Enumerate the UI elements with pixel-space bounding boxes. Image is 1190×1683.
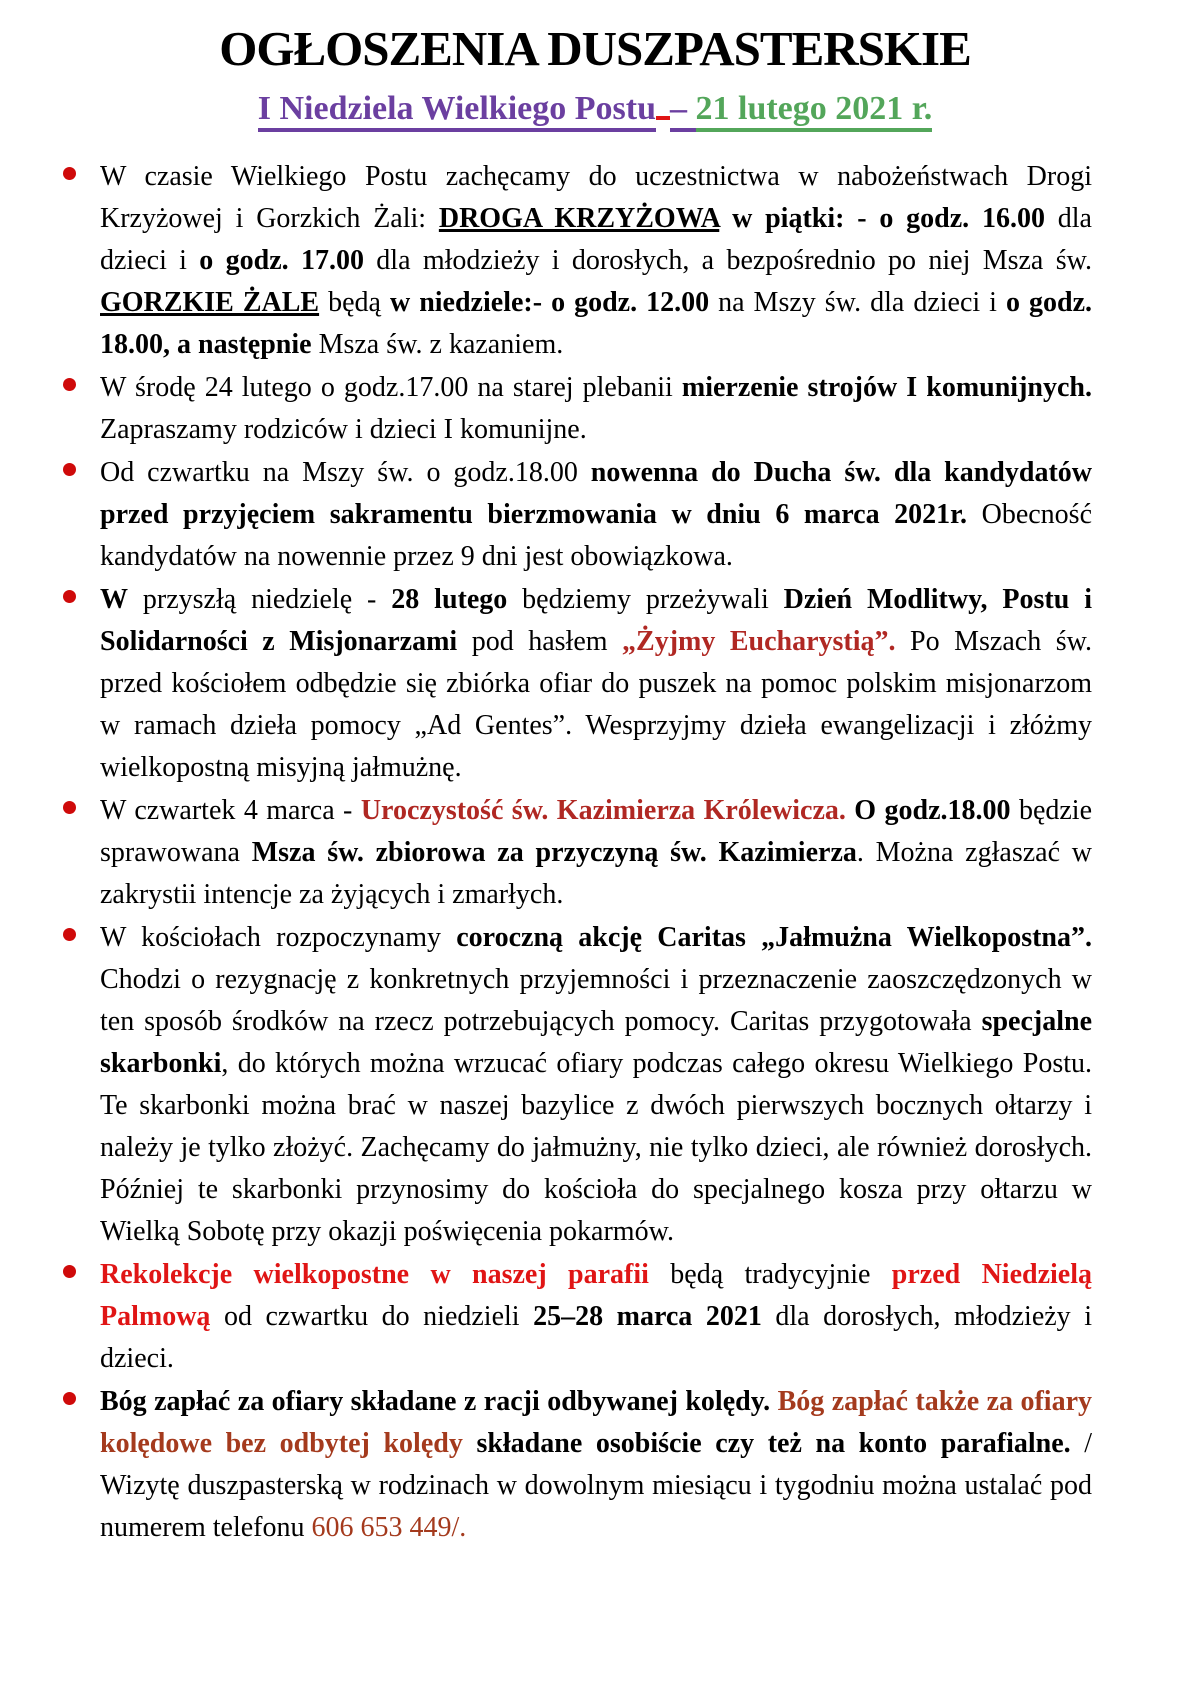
bullet-icon [63,590,76,603]
announcement-text-segment: Msza św. z kazaniem. [311,328,564,360]
announcement-text-segment: 25–28 marca 2021 [533,1300,762,1332]
announcement-text-segment: DROGA KRZYŻOWA [438,202,720,234]
announcement-text-segment: o godz. 18.00, a następnie [100,286,1092,360]
announcement-text-segment: Dzień Modlitwy, Postu i Solidarności z Misjonarzami [100,583,1093,657]
red-underline-mark [656,82,670,120]
announcement-item [100,367,1092,451]
announcement-text-segment [770,1386,777,1417]
page-subtitle [0,82,1190,130]
announcement-text-segment: w niedziele:- o godz. 12.00 [389,286,710,318]
announcement-text-segment [463,1428,477,1459]
subtitle-dash: – [670,90,696,132]
bullet-icon [63,463,76,476]
announcement-text-segment: specjalne skarbonki [100,1005,1092,1079]
announcement-item [100,917,1092,1253]
announcement-text-segment: o godz. 17.00 [199,244,364,276]
announcement-list [100,156,1092,1549]
bullet-icon [63,1265,76,1278]
announcement-text-segment: Rekolekcje wielkopostne w naszej parafii [100,1258,649,1290]
announcement-text-segment: przed Niedzielą Palmową [100,1258,1092,1332]
announcement-text-segment: coroczną akcję Caritas „Jałmużna Wielkopostna”. [456,921,1092,953]
announcement-text-segment: Po Mszach św. przed kościołem odbędzie się zbiórka ofiar do puszek na pomoc polskim misjonarzom w ramach dzieła pomocy „Ad Gentes”. Wesprzyjmy dzieła ewangelizacji i złóżmy wielkopostną misyjną jałmużnę. [100,625,1093,783]
announcement-item [100,579,1092,789]
announcement-text-segment: W [100,583,128,615]
announcement-text-segment: . Można zgłaszać w zakrystii intencje za żyjących i zmarłych. [100,836,1092,910]
announcement-text-segment: GORZKIE ŻALE [100,286,320,318]
announcement-text-segment: mierzenie strojów I komunijnych. [681,371,1092,403]
announcement-text-segment: na Mszy św. dla dzieci i [709,286,1006,318]
announcement-text-segment: W czasie Wielkiego Postu zachęcamy do uczestnictwa w nabożeństwach Drogi Krzyżowej i Gorzkich Żali: [100,160,1092,234]
announcement-text-segment: będzie sprawowana [100,794,1093,868]
announcement-item [100,1254,1092,1380]
announcement-text-segment: dla młodzieży i dorosłych, a bezpośrednio po niej Msza św. [363,244,1092,276]
announcement-text-segment: od czwartku do niedzieli [210,1300,534,1332]
announcement-item [100,452,1092,578]
announcement-text-segment: O godz.18.00 [845,794,1011,826]
announcement-item [100,1381,1092,1549]
bullet-icon [63,167,76,180]
announcement-text-segment: Bóg zapłać za ofiary składane z racji odbywanej kolędy. [100,1385,771,1417]
announcement-text-segment: nowenna do Ducha św. dla kandydatów przed przyjęciem sakramentu bierzmowania w dniu 6 marca 2021r. [100,456,1092,530]
announcement-text-segment: Od czwartku na Mszy św. o godz.18.00 [100,456,591,488]
announcement-text-segment: będą [319,286,390,318]
announcement-text-segment: , do których można wrzucać ofiary podczas całego okresu Wielkiego Postu. Te skarbonki można brać w naszej bazylice z dwóch pierwszych bocznych ołtarzy i należy je tylko złożyć. Zachęcamy do jałmużny, nie tylko dzieci, ale również dorosłych. Później te skarbonki przynosimy do kościoła do specjalnego kosza przy ołtarzu w Wielką Sobotę przy okazji poświęcenia pokarmów. [100,1047,1092,1247]
announcement-text-segment: / Wizytę duszpasterską w rodzinach w dowolnym miesiącu i tygodniu można ustalać pod numerem telefonu [100,1427,1093,1543]
bullet-icon [63,928,76,941]
announcement-text-segment: Msza św. zbiorowa za przyczyną św. Kazimierza [251,836,857,868]
announcement-text-segment: przyszłą niedzielę - [128,583,392,615]
bullet-icon [63,378,76,391]
announcement-item [100,790,1092,916]
announcement-text-segment: będą tradycyjnie [648,1258,892,1290]
announcement-text-segment: dla dorosłych, młodzieży i dzieci. [100,1300,1092,1374]
announcement-text-segment: będziemy przeżywali [507,583,784,615]
announcement-text-segment: W kościołach rozpoczynamy [100,921,457,953]
announcement-text-segment: 606 653 449/. [311,1511,467,1543]
bullet-icon [63,801,76,814]
page-title: OGŁOSZENIA DUSZPASTERSKIE [219,21,971,76]
subtitle-date: 21 lutego 2021 r. [696,90,933,132]
announcement-text-segment: składane osobiście czy też na konto parafialne. [476,1427,1071,1459]
announcement-text-segment: W środę 24 lutego o godz.17.00 na starej plebanii [100,371,682,403]
announcement-text-segment: pod hasłem [457,625,623,657]
subtitle-feast-name: I Niedziela Wielkiego Postu [258,90,656,132]
announcement-text-segment: Obecność kandydatów na nowennie przez 9 dni jest obowiązkowa. [100,498,1093,572]
announcement-text-segment: 28 lutego [391,583,508,615]
announcement-text-segment: dla dzieci i [100,202,1092,276]
announcement-text-segment: Uroczystość św. Kazimierza Królewicza. [360,794,846,826]
announcement-text-segment: w piątki: - o godz. 16.00 [719,202,1045,234]
announcement-text-segment: „Żyjmy Eucharystią”. [622,625,896,657]
announcement-text-segment: Zapraszamy rodziców i dzieci I komunijne. [100,413,587,445]
announcement-text-segment: Bóg zapłać także za ofiary kolędowe bez odbytej kolędy [100,1385,1093,1459]
announcement-text-segment: W czwartek 4 marca - [100,794,361,826]
announcement-text-segment: Chodzi o rezygnację z konkretnych przyjemności i przeznaczenie zaoszczędzonych w ten sposób środków na rzecz potrzebujących pomocy. Caritas przygotowała [100,963,1092,1037]
bullet-icon [63,1392,76,1405]
announcement-item [100,156,1092,366]
